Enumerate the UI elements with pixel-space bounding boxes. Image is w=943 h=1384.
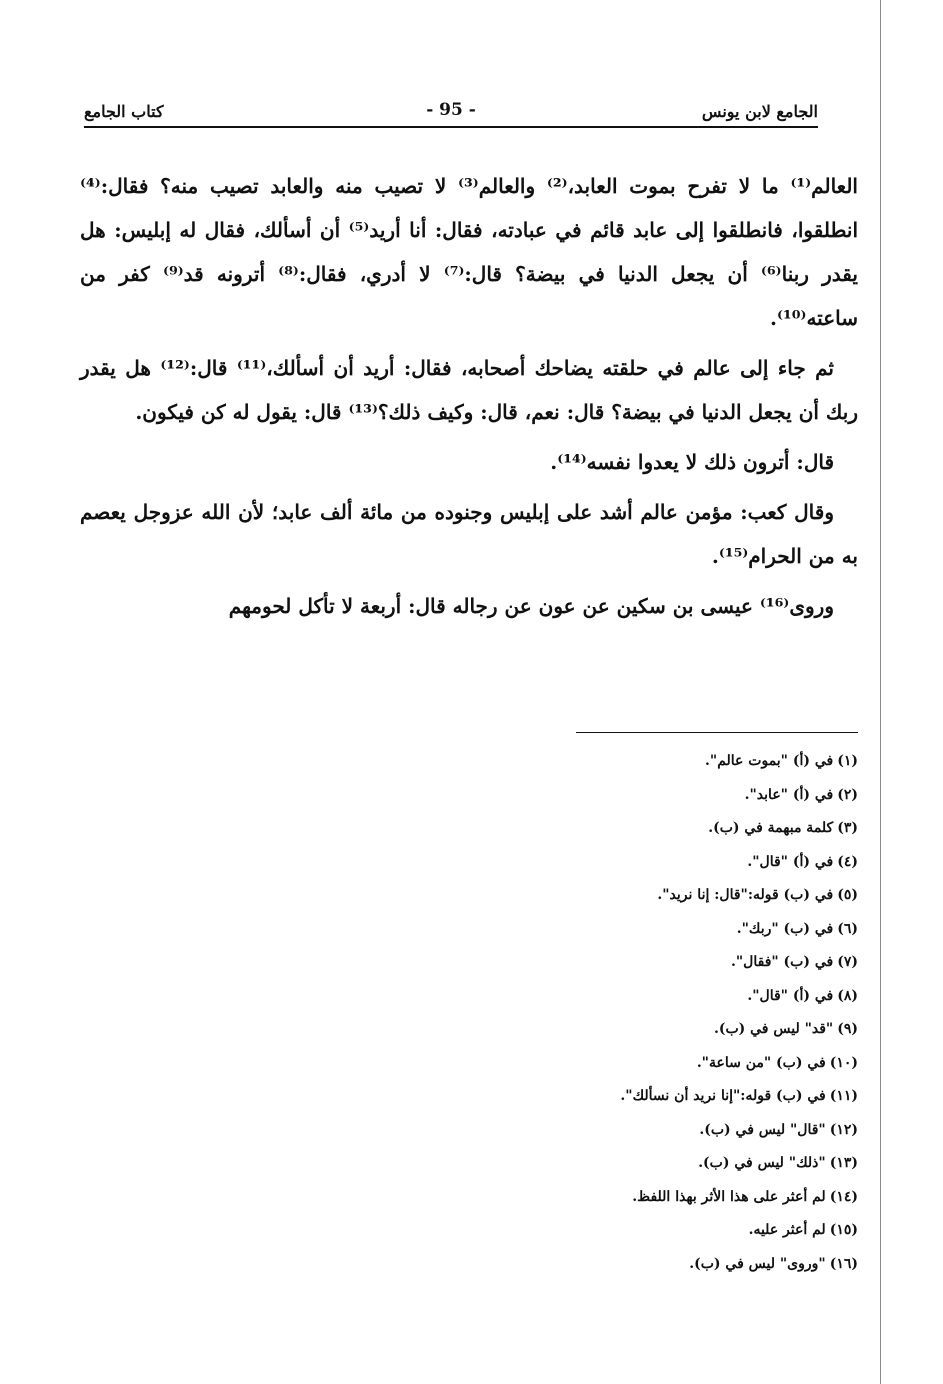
footnote-text: في (أ) "عابد". bbox=[744, 786, 834, 803]
footnote-number: (١٥) bbox=[829, 1222, 858, 1238]
footnote-item bbox=[258, 1114, 858, 1148]
footnote-text: في (ب) "ربك". bbox=[736, 920, 834, 937]
footnote-item bbox=[258, 913, 858, 947]
scan-edge-line bbox=[880, 0, 881, 1384]
footnote-text: في (أ) "قال". bbox=[747, 853, 834, 870]
footnote-number: (١٦) bbox=[829, 1255, 858, 1272]
footnote-number: (٢) bbox=[837, 786, 858, 803]
paragraph: العالم⁽¹⁾ ما لا تفرح بموت العابد،⁽²⁾ والعالم⁽³⁾ لا تصيب منه والعابد تصيب منه؟ فقال:⁽⁴⁾ انطلقوا، فانطلقوا إلى عابد قائم في عبادته، فقال: أنا أريد⁽⁵⁾ أن أسألك، فقال له إبليس: هل يقدر ربنا⁽⁶⁾ أن يجعل الدنيا في بيضة؟ قال:⁽⁷⁾ لا أدري، فقال:⁽⁸⁾ أترونه قد⁽⁹⁾ كفر من ساعته⁽¹⁰⁾. bbox=[80, 174, 859, 330]
footnote-text: في (ب) "من ساعة". bbox=[696, 1054, 826, 1071]
footnote-text: كلمة مبهمة في (ب). bbox=[708, 820, 834, 836]
footnote-number: (١٠) bbox=[829, 1054, 858, 1071]
footnote-number: (٦) bbox=[837, 920, 858, 937]
footnote-text: في (ب) "فقال". bbox=[731, 954, 834, 970]
footnote-text: "وروى" ليس في (ب). bbox=[689, 1255, 826, 1272]
footnote-item bbox=[258, 846, 858, 880]
footnote-text: في (أ) "بموت عالم". bbox=[705, 753, 834, 769]
paragraph: وقال كعب: مؤمن عالم أشد على إبليس وجنوده من مائة ألف عابد؛ لأن الله عزوجل يعصم به من الحرام⁽¹⁵⁾. bbox=[80, 500, 858, 568]
footnote-item bbox=[258, 879, 858, 913]
page-header bbox=[84, 96, 818, 128]
footnote-text: لم أعثر عليه. bbox=[748, 1222, 826, 1238]
footnote-item bbox=[258, 1248, 858, 1282]
footnote-text: في (أ) "قال". bbox=[747, 987, 834, 1004]
footnote-number: (٤) bbox=[837, 853, 858, 870]
footnote-item bbox=[258, 1013, 858, 1047]
footnote-item bbox=[258, 745, 858, 779]
paragraph: ثم جاء إلى عالم في حلقته يضاحك أصحابه، فقال: أريد أن أسألك،⁽¹¹⁾ قال:⁽¹²⁾ هل يقدر ربك أن يجعل الدنيا في بيضة؟ قال: نعم، قال: وكيف ذلك؟⁽¹³⁾ قال: يقول له كن فيكون. bbox=[80, 356, 858, 424]
footnote-item bbox=[258, 812, 858, 846]
footnote-number: (١٣) bbox=[829, 1155, 858, 1171]
footnote-number: (٣) bbox=[837, 820, 858, 836]
footnote-text: في (ب) قوله:"إنا نريد أن نسألك". bbox=[620, 1088, 826, 1104]
footnotes-list bbox=[258, 745, 858, 1281]
footnote-text: "قد" ليس في (ب). bbox=[713, 1021, 834, 1037]
footnote-number: (٧) bbox=[837, 954, 858, 970]
footnote-item bbox=[258, 980, 858, 1014]
footnote-text: في (ب) قوله:"قال: إنا نريد". bbox=[657, 887, 834, 903]
paragraph: قال: أترون ذلك لا يعدوا نفسه⁽¹⁴⁾. bbox=[550, 450, 834, 474]
footnote-number: (٥) bbox=[837, 887, 858, 903]
header-divider bbox=[84, 126, 818, 128]
chapter-title: كتاب الجامع bbox=[84, 102, 164, 121]
footnote-item bbox=[258, 779, 858, 813]
paragraph: وروى⁽¹⁶⁾ عيسى بن سكين عن عون عن رجاله قال: أربعة لا تأكل لحومهم bbox=[228, 594, 834, 618]
footnote-text: "ذلك" ليس في (ب). bbox=[698, 1155, 826, 1171]
footnote-number: (١) bbox=[837, 753, 858, 769]
footnote-number: (١٢) bbox=[829, 1121, 858, 1138]
footnote-item bbox=[258, 1080, 858, 1114]
page-number: - 95 - bbox=[426, 100, 476, 120]
footnote-item bbox=[258, 1147, 858, 1181]
footnote-number: (١٤) bbox=[829, 1188, 858, 1205]
footnote-number: (٨) bbox=[837, 987, 858, 1004]
footnote-text: لم أعثر على هذا الأثر بهذا اللفظ. bbox=[632, 1188, 826, 1205]
footnote-item bbox=[258, 946, 858, 980]
footnote-text: "قال" ليس في (ب). bbox=[699, 1121, 826, 1138]
footnote-number: (٩) bbox=[837, 1021, 858, 1037]
footnote-item bbox=[258, 1047, 858, 1081]
book-author-title: الجامع لابن يونس bbox=[701, 102, 818, 121]
footnote-item bbox=[258, 1181, 858, 1215]
main-text bbox=[80, 164, 858, 634]
footnote-divider bbox=[576, 732, 858, 733]
footnote-item bbox=[258, 1214, 858, 1248]
footnote-number: (١١) bbox=[829, 1088, 858, 1104]
